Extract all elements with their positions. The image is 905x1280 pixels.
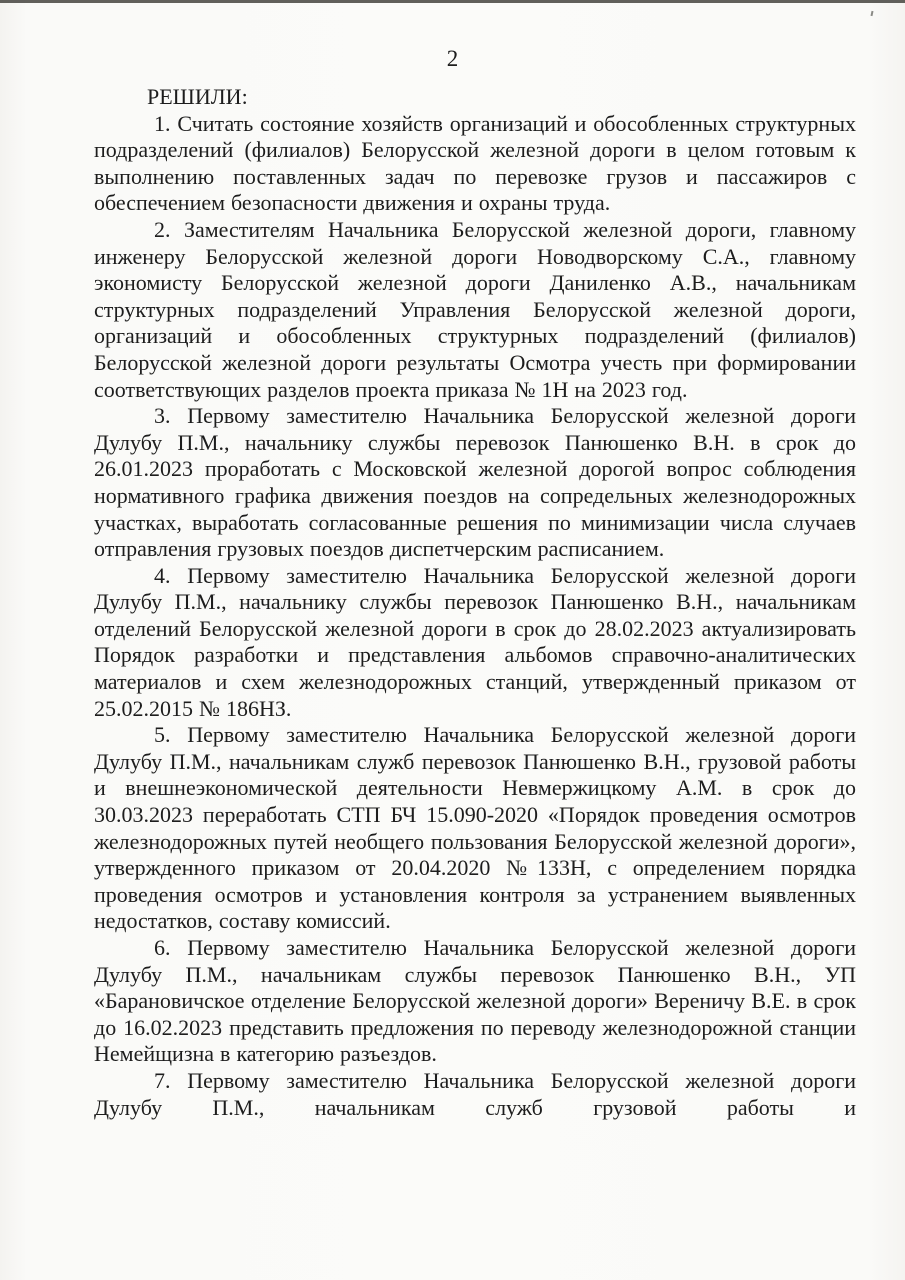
paragraph-4: 4. Первому заместителю Начальника Белорусской железной дороги Дулубу П.М., начальнику службы перевозок Панюшенко В.Н., начальникам отделений Белорусской железной дороги в срок до 28.02.2023 актуализировать Порядок разработки и представления альбомов справочно-аналитических материалов и схем железнодорожных станций, утвержденный приказом от 25.02.2015 № 186НЗ. (94, 562, 856, 721)
section-heading: РЕШИЛИ: (147, 84, 248, 109)
scan-speck-artifact (871, 11, 874, 16)
paragraph-6: 6. Первому заместителю Начальника Белорусской железной дороги Дулубу П.М., начальникам службы перевозок Панюшенко В.Н., УП «Барановичское отделение Белорусской железной дороги» Вереничу В.Е. в срок до 16.02.2023 представить предложения по переводу железнодорожной станции Немейщизна в категорию разъездов. (94, 935, 856, 1067)
scan-edge-artifact (0, 0, 905, 3)
paragraph-5: 5. Первому заместителю Начальника Белорусской железной дороги Дулубу П.М., начальникам служб перевозок Панюшенко В.Н., грузовой работы и внешнеэкономической деятельности Невмержицкому А.М. в срок до 30.03.2023 переработать СТП БЧ 15.090-2020 «Порядок проведения осмотров железнодорожных путей необщего пользования Белорусской железной дороги», утвержденного приказом от 20.04.2020 №133Н, с определением порядка проведения осмотров и установления контроля за устранением выявленных недостатков, составу комиссий. (94, 722, 856, 934)
paragraph-1: 1. Считать состояние хозяйств организаций и обособленных структурных подразделений (филиалов) Белорусской железной дороги в целом готовым к выполнению поставленных задач по перевозке грузов и пассажиров с обеспечением безопасности движения и охраны труда. (94, 110, 856, 216)
page-number: 2 (446, 46, 459, 71)
paragraph-3: 3. Первому заместителю Начальника Белорусской железной дороги Дулубу П.М., начальнику службы перевозок Панюшенко В.Н. в срок до 26.01.2023 проработать с Московской железной дорогой вопрос соблюдения нормативного графика движения поездов на сопредельных железнодорожных участках, выработать согласованные решения по минимизации числа случаев отправления грузовых поездов диспетчерским расписанием. (94, 403, 856, 562)
document-body (94, 84, 856, 1121)
paragraph-7: 7. Первому заместителю Начальника Белорусской железной дороги Дулубу П.М., начальникам служб грузовой работы и (94, 1067, 856, 1120)
paragraph-2: 2. Заместителям Начальника Белорусской железной дороги, главному инженеру Белорусской железной дороги Новодворскому С.А., главному экономисту Белорусской железной дороги Даниленко А.В., начальникам структурных подразделений Управления Белорусской железной дороги, организаций и обособленных структурных подразделений (филиалов) Белорусской железной дороги результаты Осмотра учесть при формировании соответствующих разделов проекта приказа № 1Н на 2023 год. (94, 216, 856, 402)
